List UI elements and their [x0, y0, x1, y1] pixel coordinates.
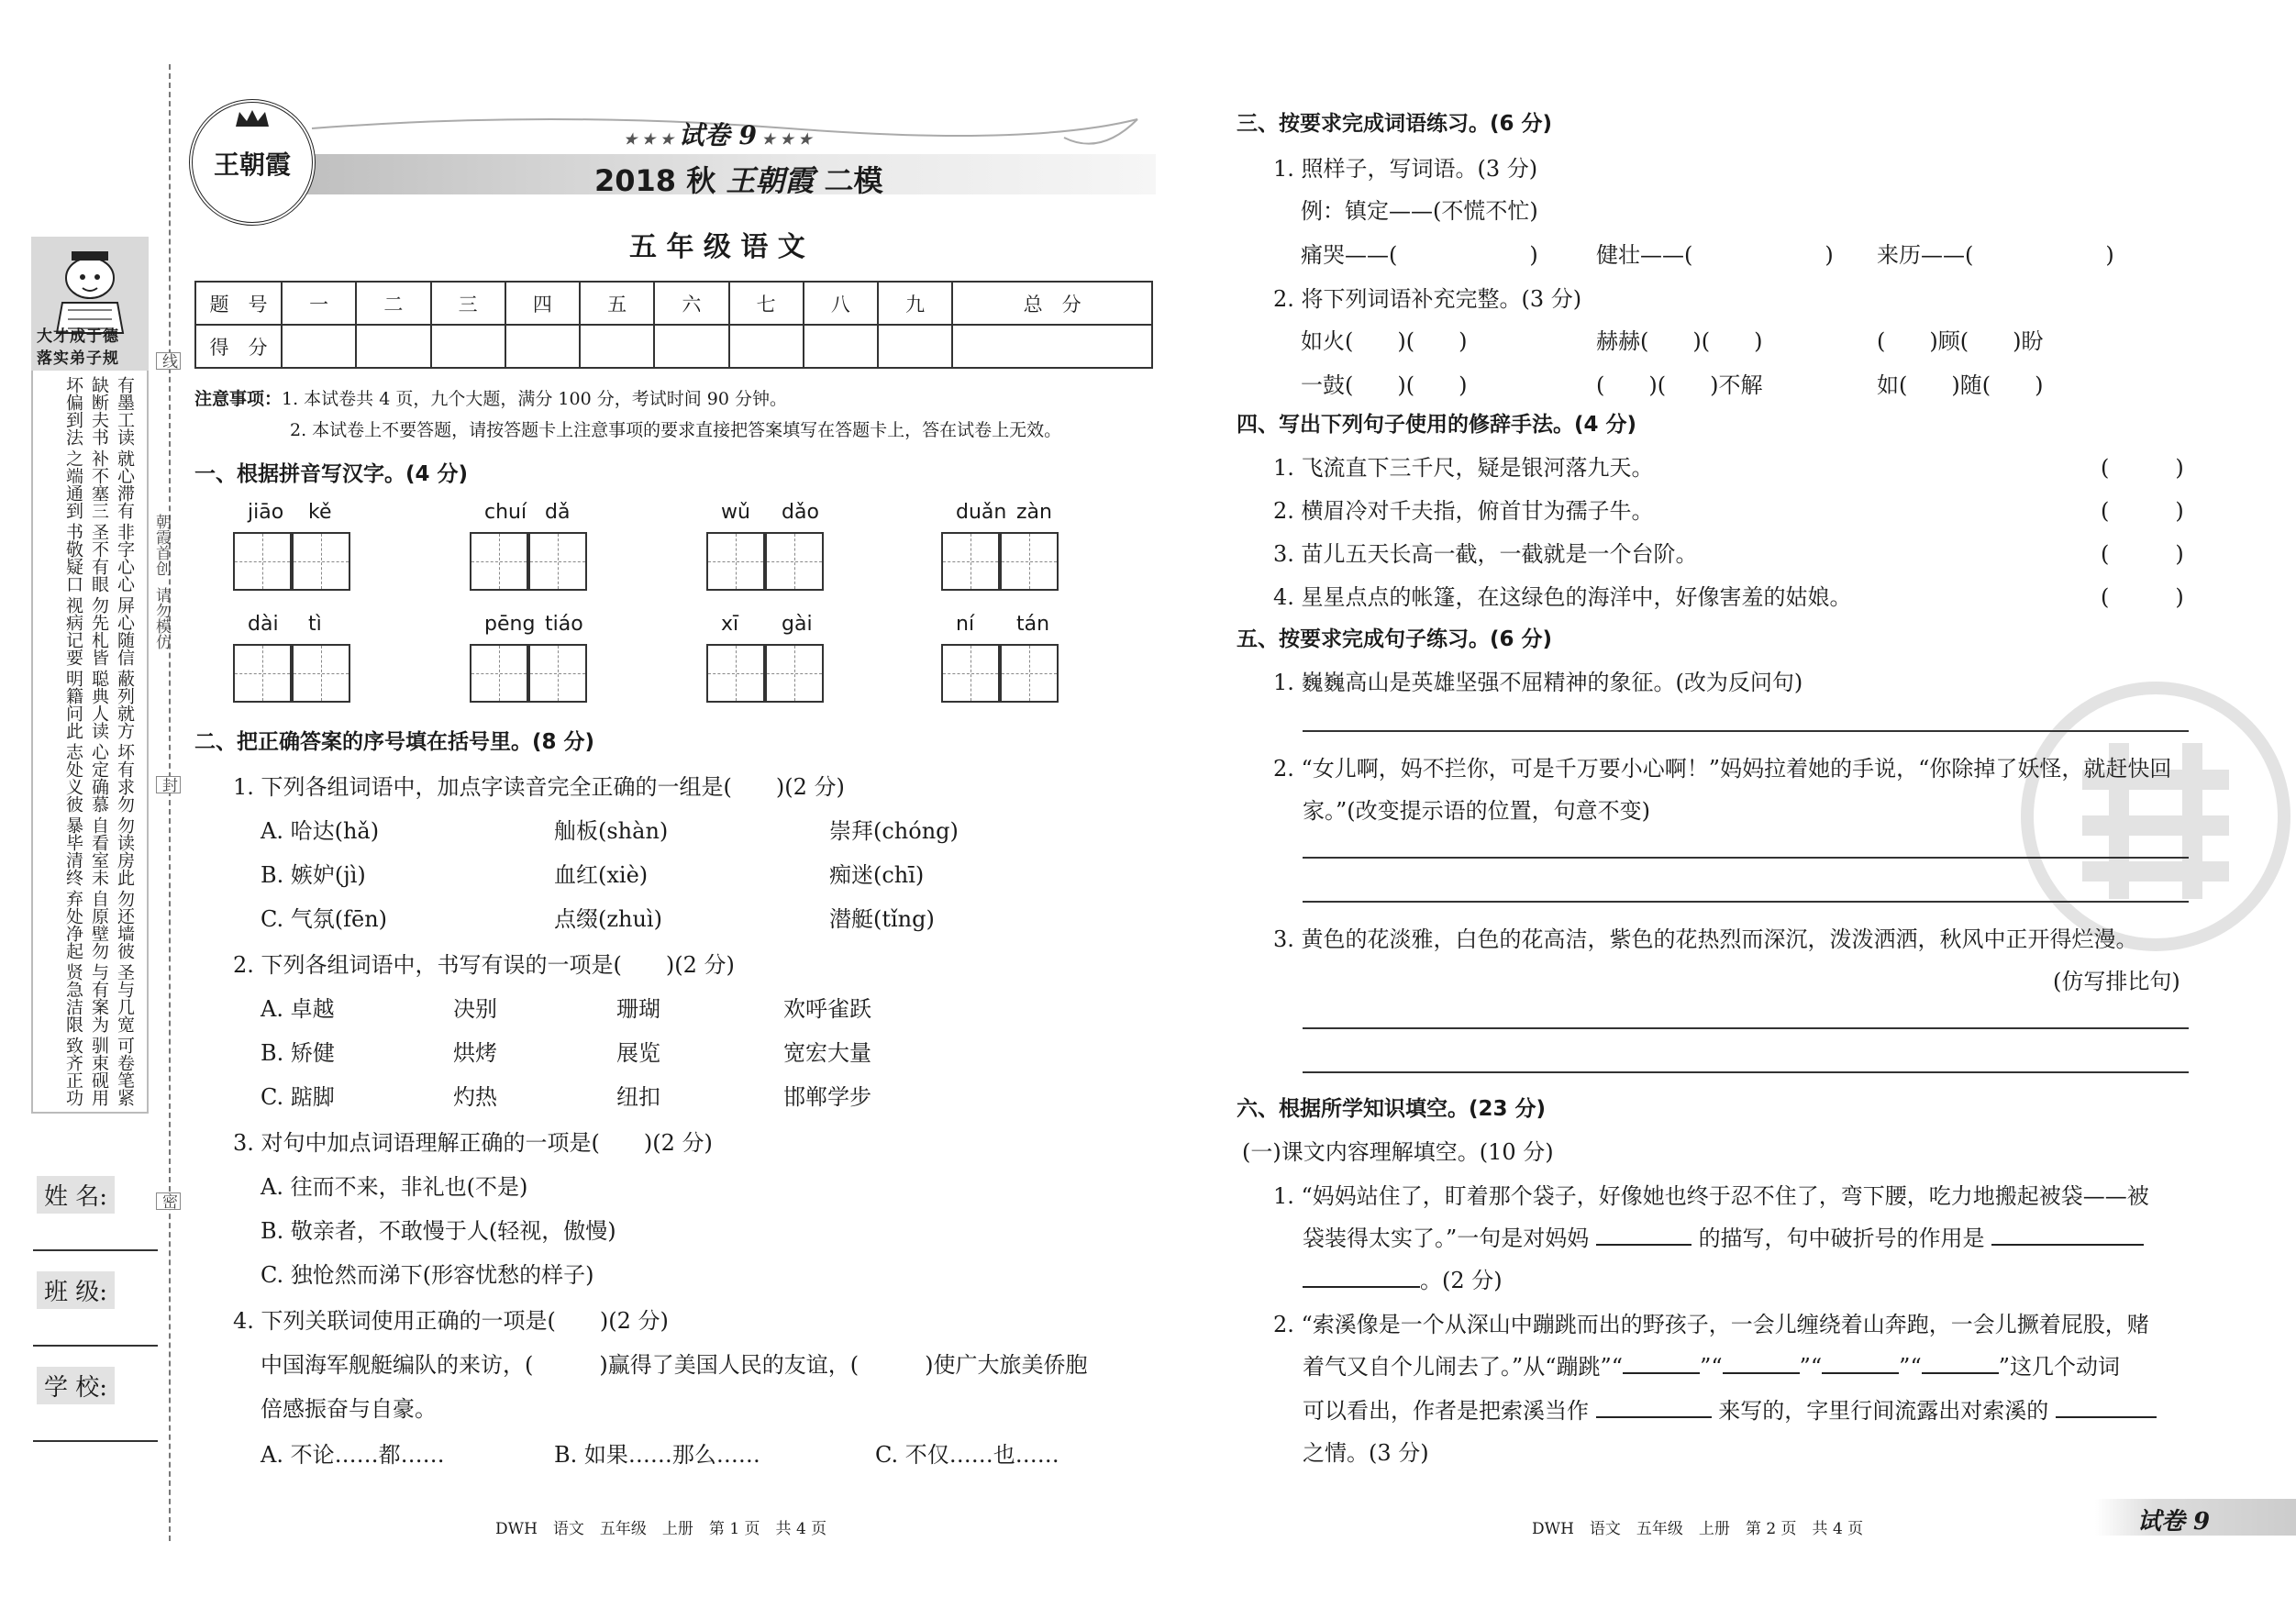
sidebar-idiom-column: 坏偏到法 [63, 376, 83, 446]
tianzige-box[interactable] [941, 532, 1000, 591]
notice-line-1 [194, 385, 787, 410]
s3-q2-r2-2[interactable]: ( )( )不解 [1596, 372, 1763, 398]
s6-q2-line-3 [1303, 1392, 2157, 1425]
s6-q1-line-2a: 袋装得太实了。”一句是对妈妈 [1303, 1225, 1590, 1251]
vertical-note-original: 朝霞首创 [152, 514, 171, 576]
s6-q1-line-1: 1. “妈妈站住了，盯着那个袋子，好像她也终于忍不住了，弯下腰，吃力地搬起被袋——被 [1273, 1183, 2149, 1209]
section-1-title: 一、根据拼音写汉字。(4 分) [194, 462, 469, 486]
section-5-title: 五、按要求完成句子练习。(6 分) [1237, 627, 1553, 651]
s6-q2-verb-blank-1[interactable] [1623, 1352, 1700, 1374]
score-cell[interactable] [804, 325, 878, 368]
s3-question-1: 1. 照样子，写词语。(3 分) [1273, 156, 1538, 182]
sidebar-idiom-column: 有墨工读 [115, 376, 135, 446]
score-table-score-row [195, 325, 1152, 368]
s2-question-3: 3. 对句中加点词语理解正确的一项是( )(2 分) [233, 1130, 713, 1156]
section-2-title: 二、把正确答案的序号填在括号里。(8 分) [194, 730, 595, 754]
pinyin-syllable: ní [956, 613, 975, 636]
s6-q1-line-2b: 的描写，句中破折号的作用是 [1698, 1225, 1985, 1251]
tianzige-box[interactable] [233, 532, 292, 591]
s4-item: 1. 飞流直下三千尺，疑是银河落九天。 [1273, 455, 1654, 481]
pinyin-syllable: duǎn [956, 501, 1007, 524]
s6-q1-blank-3[interactable] [1303, 1266, 1420, 1288]
notice-label: 注意事项： [194, 389, 283, 409]
brand-logo [189, 99, 316, 226]
s2-q1-option-item[interactable]: B. 嫉妒(jì) [261, 862, 366, 888]
s2-q2-option-item: 宽宏大量 [783, 1040, 871, 1066]
score-header-cell: 一 [282, 282, 356, 325]
sidebar-idiom-column: 书敬疑口 [63, 523, 83, 593]
pinyin-syllable: tiáo [545, 613, 583, 636]
score-header-cell: 七 [729, 282, 804, 325]
stars-left: ★ ★ ★ [624, 130, 679, 148]
s6-q2-line-4: 之情。(3 分) [1303, 1440, 1429, 1466]
s3-q2-r2-1[interactable]: 一鼓( )( ) [1301, 372, 1468, 398]
vertical-note-nocopy: 请勿模仿 [152, 587, 171, 649]
class-input-line[interactable] [33, 1345, 158, 1347]
notice-line-2: 2. 本试卷上不要答题，请按答题卡上注意事项的要求直接把答案填写在答题卡上，答在试卷上无效。 [290, 420, 1062, 440]
tianzige-box[interactable] [1000, 644, 1059, 703]
s5-question-3-note: (仿写排比句) [2053, 969, 2180, 994]
s6-q1-line-3-text: 。(2 分) [1420, 1268, 1503, 1293]
sidebar-idiom-column: 蔽列就方 [115, 670, 135, 739]
footer-tag [2095, 1499, 2296, 1536]
tianzige-box[interactable] [470, 644, 528, 703]
s2-q1-option-item: 潜艇(tǐng) [829, 906, 935, 932]
s5-question-2-line-2: 家。”(改变提示语的位置，句意不变) [1303, 798, 1650, 824]
sidebar-idiom-column: 志处义彼 [63, 743, 83, 813]
pinyin-syllable: dǎ [545, 501, 571, 524]
tianzige-box[interactable] [941, 644, 1000, 703]
score-cell[interactable] [654, 325, 728, 368]
sidebar-idiom-column: 就心滞有 [115, 449, 135, 519]
s2-q2-option-item: 纽扣 [616, 1084, 660, 1110]
s2-q1-option-item: 血红(xiè) [554, 862, 649, 888]
s4-answer-paren[interactable]: ( ) [2101, 584, 2184, 610]
s5-question-2-line-1: 2. “女儿啊，妈不拦你，可是千万要小心啊！”妈妈拉着她的手说，“你除掉了妖怪，就赶快回 [1273, 756, 2172, 782]
s6-q1-blank-2[interactable] [1991, 1224, 2144, 1246]
sidebar-idiom-column: 暴毕清终 [63, 816, 83, 886]
s3-q2-r1-2[interactable]: 赫赫( )( ) [1596, 328, 1763, 354]
tianzige-box[interactable] [765, 644, 824, 703]
s2-q1-option-item: 舢板(shàn) [554, 818, 669, 844]
school-input-line[interactable] [33, 1440, 158, 1442]
subject-title: 五 年 级 语 文 [629, 231, 805, 263]
s2-q2-option-item: 烘烤 [453, 1040, 497, 1066]
s2-q2-option-item: 珊瑚 [616, 996, 660, 1022]
sidebar-idiom-column: 心定确慕 [89, 743, 109, 813]
s2-q2-option-item: 决别 [453, 996, 497, 1022]
score-header-cell: 五 [580, 282, 654, 325]
s2-q2-option-item: 展览 [616, 1040, 660, 1066]
crown-icon [234, 108, 271, 128]
s2-question-4: 4. 下列关联词使用正确的一项是( )(2 分) [233, 1308, 669, 1334]
s6-q2-blank-object[interactable] [1596, 1396, 1712, 1418]
s6-q2-line-2b: ”这几个动词 [1998, 1354, 2120, 1380]
s5-q3-answer-line-2[interactable] [1303, 1071, 2189, 1073]
s6-q2-line-2 [1303, 1348, 2120, 1381]
notice-text-1: 1. 本试卷共 4 页，九个大题，满分 100 分，考试时间 90 分钟。 [282, 389, 787, 409]
watermark-stamp-icon [2018, 679, 2296, 954]
tianzige-box[interactable] [706, 532, 765, 591]
score-cell[interactable] [580, 325, 654, 368]
s2-q3-option-c[interactable]: C. 独怆然而涕下(形容忧愁的样子) [261, 1262, 594, 1288]
sidebar-idiom-column: 屏心随信 [115, 596, 135, 666]
pinyin-syllable: zàn [1016, 501, 1052, 524]
s3-q2-r2-3[interactable]: 如( )随( ) [1877, 372, 2044, 398]
sidebar-idiom-column: 勿读房此 [115, 816, 135, 886]
series-label [624, 116, 812, 152]
exam-title [594, 158, 883, 200]
tianzige-box[interactable] [233, 644, 292, 703]
score-cell[interactable] [356, 325, 430, 368]
sidebar-idiom-column: 缺断夫书 [89, 376, 109, 446]
sidebar-idiom-column: 致齐正功 [63, 1037, 83, 1106]
s2-q2-option-item: 欢呼雀跃 [783, 996, 871, 1022]
logo-text: 王朝霞 [213, 150, 291, 180]
pinyin-syllable: wǔ [721, 501, 750, 524]
tianzige-box[interactable] [292, 644, 350, 703]
vertical-note-xian: 线 [156, 352, 181, 370]
s5-q2-answer-line-2[interactable] [1303, 901, 2189, 903]
vertical-note-mi: 密 [156, 1192, 181, 1210]
score-header-cell: 九 [878, 282, 952, 325]
s6-q2-quote-sep-2: ”“ [1799, 1354, 1823, 1380]
s6-q1-line-3 [1303, 1262, 1503, 1294]
s6-q2-verb-blank-4[interactable] [1922, 1352, 1999, 1374]
sidebar-idiom-column: 坏有求勿 [115, 743, 135, 813]
s6-q2-line-3a: 可以看出，作者是把索溪当作 [1303, 1398, 1589, 1424]
score-header-cell: 二 [356, 282, 430, 325]
s4-answer-paren[interactable]: ( ) [2101, 541, 2184, 567]
s2-q1-option-item[interactable]: A. 哈达(hǎ) [261, 818, 380, 844]
s5-q3-answer-line-1[interactable] [1303, 1027, 2189, 1029]
exam-title-year: 2018 秋 [594, 163, 716, 198]
score-header-cell: 六 [654, 282, 728, 325]
s2-q4-text-2: 倍感振奋与自豪。 [261, 1396, 437, 1422]
s2-q2-option-item[interactable]: B. 矫健 [261, 1040, 335, 1066]
sidebar-idiom-column: 贤急洁限 [63, 963, 83, 1033]
footer-left: DWH 语文 五年级 上册 第 1 页 共 4 页 [495, 1520, 827, 1538]
section-4-title: 四、写出下列句子使用的修辞手法。(4 分) [1237, 413, 1637, 437]
footer-tag-text: 试卷 9 [2137, 1508, 2211, 1536]
s2-q2-option-item[interactable]: C. 踮脚 [261, 1084, 335, 1110]
tianzige-box[interactable] [528, 644, 587, 703]
s2-q4-option-c[interactable]: C. 不仅……也…… [875, 1442, 1059, 1468]
sidebar-idiom-column: 自原壁勿 [89, 890, 109, 959]
score-table-header-row [195, 282, 1152, 325]
s2-q3-option-b[interactable]: B. 敬亲者，不敢慢于人(轻视，傲慢) [261, 1218, 616, 1244]
pinyin-syllable: dài [248, 613, 279, 636]
s2-q2-option-item: 邯郸学步 [783, 1084, 871, 1110]
s3-q2-r1-3[interactable]: ( )顾( )盼 [1877, 328, 2044, 354]
s3-q1-item-1[interactable]: 痛哭——( ) [1301, 242, 1538, 268]
pinyin-syllable: tán [1016, 613, 1050, 636]
s2-question-2: 2. 下列各组词语中，书写有误的一项是( )(2 分) [233, 952, 735, 978]
tianzige-box[interactable] [1000, 532, 1059, 591]
sidebar-motto-2: 落实弟子规 [37, 349, 119, 368]
sidebar-idiom-column: 驯束砚用 [89, 1037, 109, 1106]
s6-q2-quote-sep-3: ”“ [1899, 1354, 1922, 1380]
section-3-title: 三、按要求完成词语练习。(6 分) [1237, 112, 1553, 136]
s4-item: 3. 苗儿五天长高一截，一截就是一个台阶。 [1273, 541, 1698, 567]
score-cell[interactable] [282, 325, 356, 368]
s6-q1-line-2 [1303, 1220, 2144, 1252]
score-cell[interactable] [878, 325, 952, 368]
stars-right: ★ ★ ★ [756, 130, 812, 148]
pinyin-syllable: gài [782, 613, 813, 636]
s2-q2-option-item[interactable]: A. 卓越 [261, 996, 335, 1022]
exam-title-brand: 王朝霞 [726, 163, 815, 198]
s6-sub-1: (一)课文内容理解填空。(10 分) [1242, 1139, 1554, 1165]
s2-q1-option-item[interactable]: C. 气氛(fēn) [261, 906, 388, 932]
score-table [194, 281, 1153, 369]
score-cell[interactable] [505, 325, 580, 368]
sidebar-idiom-column: 视病记要 [63, 596, 83, 666]
s4-answer-paren[interactable]: ( ) [2101, 455, 2184, 481]
sidebar-idiom-column: 勿先札皆 [89, 596, 109, 666]
s6-q1-blank-1[interactable] [1596, 1224, 1691, 1246]
score-header-cell: 总 分 [952, 282, 1152, 325]
s2-q3-option-a[interactable]: A. 往而不来，非礼也(不是) [261, 1174, 528, 1200]
s2-q4-option-b[interactable]: B. 如果……那么…… [554, 1442, 760, 1468]
sidebar-idiom-column: 补不塞三 [89, 449, 109, 519]
binding-line [169, 64, 171, 1541]
exam-title-suffix: 二模 [824, 163, 883, 198]
footer-right: DWH 语文 五年级 上册 第 2 页 共 4 页 [1532, 1520, 1864, 1538]
score-cell[interactable] [729, 325, 804, 368]
s2-question-1: 1. 下列各组词语中，加点字读音完全正确的一组是( )(2 分) [233, 774, 845, 800]
s6-q2-line-1: 2. “索溪像是一个从深山中蹦跳而出的野孩子，一会儿缠绕着山奔跑，一会儿撅着屁股，赌 [1273, 1312, 2149, 1337]
pinyin-syllable: chuí [484, 501, 527, 524]
series-label-text: 试卷 9 [678, 120, 757, 150]
s3-q2-r1-1[interactable]: 如火( )( ) [1301, 328, 1468, 354]
score-cell[interactable] [431, 325, 505, 368]
s3-q1-item-3[interactable]: 来历——( ) [1877, 242, 2114, 268]
score-cell[interactable] [952, 325, 1152, 368]
pinyin-syllable: pēng [484, 613, 536, 636]
s4-item: 2. 横眉冷对千夫指，俯首甘为孺子牛。 [1273, 498, 1654, 524]
s4-answer-paren[interactable]: ( ) [2101, 498, 2184, 524]
sidebar-idiom-column: 圣不有眼 [89, 523, 109, 593]
s6-q2-line-2a: 着气又自个儿闹去了。”从“蹦跳”“ [1303, 1354, 1624, 1380]
sidebar-idiom-column: 与有案为 [89, 963, 109, 1033]
name-label: 姓 名: [37, 1176, 115, 1214]
s2-q4-option-a[interactable]: A. 不论……都…… [261, 1442, 445, 1468]
pinyin-syllable: tì [308, 613, 322, 636]
s6-q2-verb-blank-2[interactable] [1723, 1352, 1800, 1374]
sidebar-idiom-column: 可卷笔紧 [115, 1037, 135, 1106]
s5-q2-answer-line-1[interactable] [1303, 857, 2189, 859]
pinyin-syllable: xī [721, 613, 739, 636]
tianzige-box[interactable] [470, 532, 528, 591]
pinyin-syllable: kě [308, 501, 332, 524]
score-header-cell: 三 [431, 282, 505, 325]
vertical-note-feng: 封 [156, 776, 181, 793]
s2-q1-option-item: 痴迷(chī) [829, 862, 925, 888]
s3-question-2: 2. 将下列词语补充完整。(3 分) [1273, 286, 1582, 312]
sidebar-idiom-column: 之端通到 [63, 449, 83, 519]
s5-question-3: 3. 黄色的花淡雅，白色的花高洁，紫色的花热烈而深沉，泼泼洒洒，秋风中正开得烂漫。 [1273, 926, 2138, 952]
s4-item: 4. 星星点点的帐篷，在这绿色的海洋中，好像害羞的姑娘。 [1273, 584, 1852, 610]
score-header-cell: 八 [804, 282, 878, 325]
s2-q4-text-1: 中国海军舰艇编队的来访，( )赢得了美国人民的友谊，( )使广大旅美侨胞 [261, 1352, 1088, 1378]
s2-q1-option-item: 崇拜(chóng) [829, 818, 959, 844]
s3-q1-example: 例：镇定——(不慌不忙) [1301, 198, 1538, 224]
s5-q1-answer-line[interactable] [1303, 730, 2189, 732]
pinyin-syllable: jiāo [248, 501, 284, 524]
class-label: 班 级: [37, 1271, 115, 1309]
tianzige-box[interactable] [528, 532, 587, 591]
section-6-title: 六、根据所学知识填空。(23 分) [1237, 1097, 1547, 1121]
tianzige-box[interactable] [765, 532, 824, 591]
tianzige-box[interactable] [706, 644, 765, 703]
s3-q1-item-2[interactable]: 健壮——( ) [1596, 242, 1834, 268]
pinyin-syllable: dǎo [782, 501, 819, 524]
sidebar-idiom-column: 聪典人读 [89, 670, 109, 739]
score-header-cell: 四 [505, 282, 580, 325]
s5-question-1: 1. 巍巍高山是英雄坚强不屈精神的象征。(改为反问句) [1273, 670, 1803, 695]
s2-q2-option-item: 灼热 [453, 1084, 497, 1110]
sidebar-idiom-column: 明籍问此 [63, 670, 83, 739]
name-input-line[interactable] [33, 1249, 158, 1251]
sidebar-idiom-column: 非字心心 [115, 523, 135, 593]
tianzige-box[interactable] [292, 532, 350, 591]
sidebar-idiom-column: 勿还墙彼 [115, 890, 135, 959]
sidebar-idiom-column: 圣与几宽 [115, 963, 135, 1033]
s6-q2-blank-feeling[interactable] [2056, 1396, 2157, 1418]
school-label: 学 校: [37, 1367, 115, 1404]
score-header-cell: 题 号 [195, 282, 282, 325]
sidebar-motto-1: 大才成于德 [37, 327, 119, 346]
sidebar-idiom-column: 自看室未 [89, 816, 109, 886]
s2-q1-option-item: 点缀(zhuì) [554, 906, 662, 932]
score-row-label: 得 分 [195, 325, 282, 368]
s6-q2-quote-sep-1: ”“ [1700, 1354, 1723, 1380]
s6-q2-verb-blank-3[interactable] [1822, 1352, 1899, 1374]
sidebar-idiom-column: 弃处净起 [63, 890, 83, 959]
s6-q2-line-3b: 来写的，字里行间流露出对索溪的 [1718, 1398, 2049, 1424]
